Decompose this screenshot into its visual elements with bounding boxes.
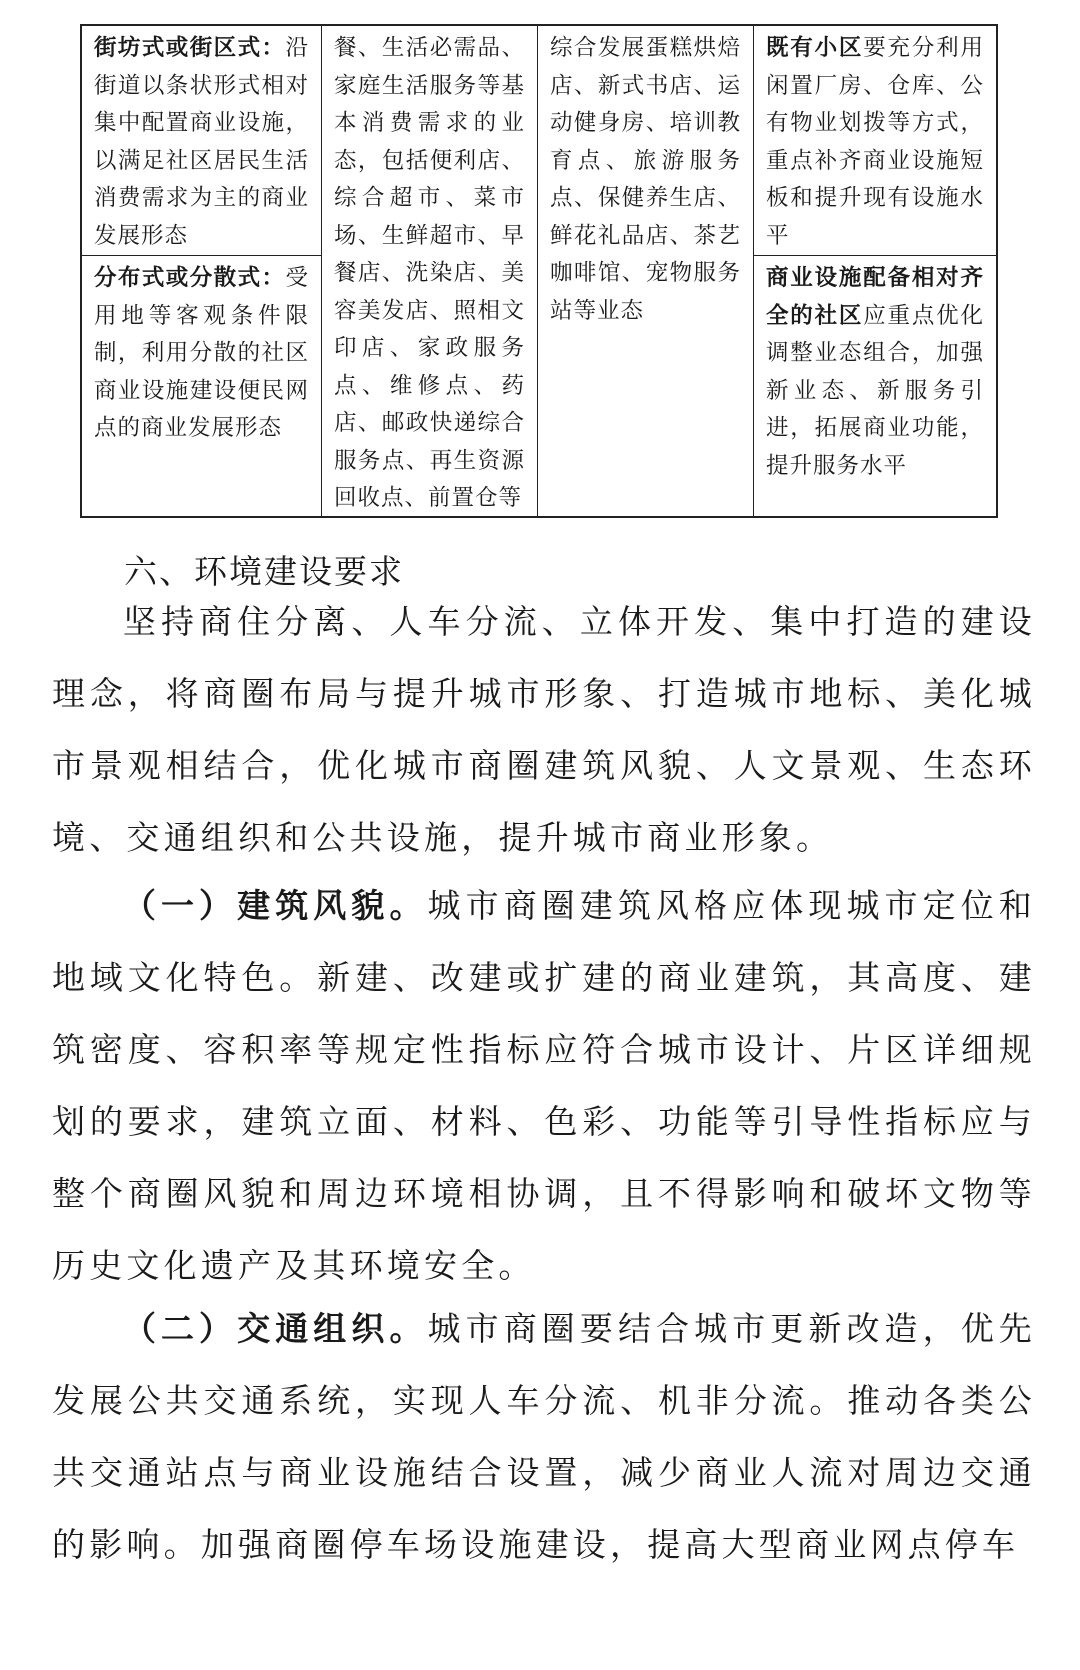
cell-term: 既有小区 <box>766 35 864 61</box>
table-cell-basic-formats: 餐、生活必需品、家庭生活服务等基本消费需求的业态，包括便利店、综合超市、菜市场、生鲜超市、早餐店、洗染店、美容美发店、照相文印店、家政服务点、维修点、药店、邮政快递综合服务点、再生资源回收点、前置仓等 <box>334 35 525 511</box>
table-column-extended-formats <box>538 26 754 518</box>
table-cell-existing-communities <box>754 26 996 256</box>
cell-term: 商业设施配备相对齐全的社区 <box>766 265 984 329</box>
section-heading: 六、环境建设要求 <box>124 552 404 591</box>
architecture-paragraph <box>52 870 1036 1302</box>
business-format-table <box>80 24 998 518</box>
table-cell-distributed-type <box>82 256 321 448</box>
architecture-title: （一）建筑风貌。 <box>122 886 428 925</box>
table-cell-extended-formats: 综合发展蛋糕烘焙店、新式书店、运动健身房、培训教育点、旅游服务点、保健养生店、鲜花礼品店、茶艺咖啡馆、宠物服务站等业态 <box>550 35 741 324</box>
table-cell-complete-communities <box>754 256 996 485</box>
cell-term: 街坊式或街区式： <box>94 35 286 61</box>
cell-term: 分布式或分散式： <box>94 265 286 291</box>
cell-text: 沿街道以条状形式相对集中配置商业设施，以满足社区居民生活消费需求为主的商业发展形态 <box>94 35 309 249</box>
table-column-requirements <box>754 26 996 518</box>
traffic-paragraph <box>52 1293 1036 1581</box>
table-cell-street-type <box>82 26 321 256</box>
architecture-text: 城市商圈建筑风格应体现城市定位和地域文化特色。新建、改建或扩建的商业建筑，其高度、建筑密度、容积率等规定性指标应符合城市设计、片区详细规划的要求，建筑立面、材料、色彩、功能等引导性指标应与整个商圈风貌和周边环境相协调，且不得影响和破坏文物等历史文化遗产及其环境安全。 <box>52 886 1036 1285</box>
intro-paragraph <box>52 586 1036 874</box>
cell-text: 受用地等客观条件限制，利用分散的社区商业设施建设便民网点的商业发展形态 <box>94 265 309 441</box>
cell-text: 应重点优化调整业态组合，加强新业态、新服务引进，拓展商业功能，提升服务水平 <box>766 302 984 479</box>
cell-text: 要充分利用闲置厂房、仓库、公有物业划拨等方式，重点补齐商业设施短板和提升现有设施水平 <box>766 35 984 249</box>
table-column-basic-formats <box>322 26 538 518</box>
table-column-format <box>82 26 322 518</box>
traffic-text: 城市商圈要结合城市更新改造，优先发展公共交通系统，实现人车分流、机非分流。推动各类公共交通站点与商业设施结合设置，减少商业人流对周边交通的影响。加强商圈停车场设施建设，提高大型商业网点停车 <box>52 1309 1036 1564</box>
intro-text: 坚持商住分离、人车分流、立体开发、集中打造的建设理念，将商圈布局与提升城市形象、打造城市地标、美化城市景观相结合，优化城市商圈建筑风貌、人文景观、生态环境、交通组织和公共设施，提升城市商业形象。 <box>52 602 1036 857</box>
traffic-title: （二）交通组织。 <box>122 1309 428 1348</box>
